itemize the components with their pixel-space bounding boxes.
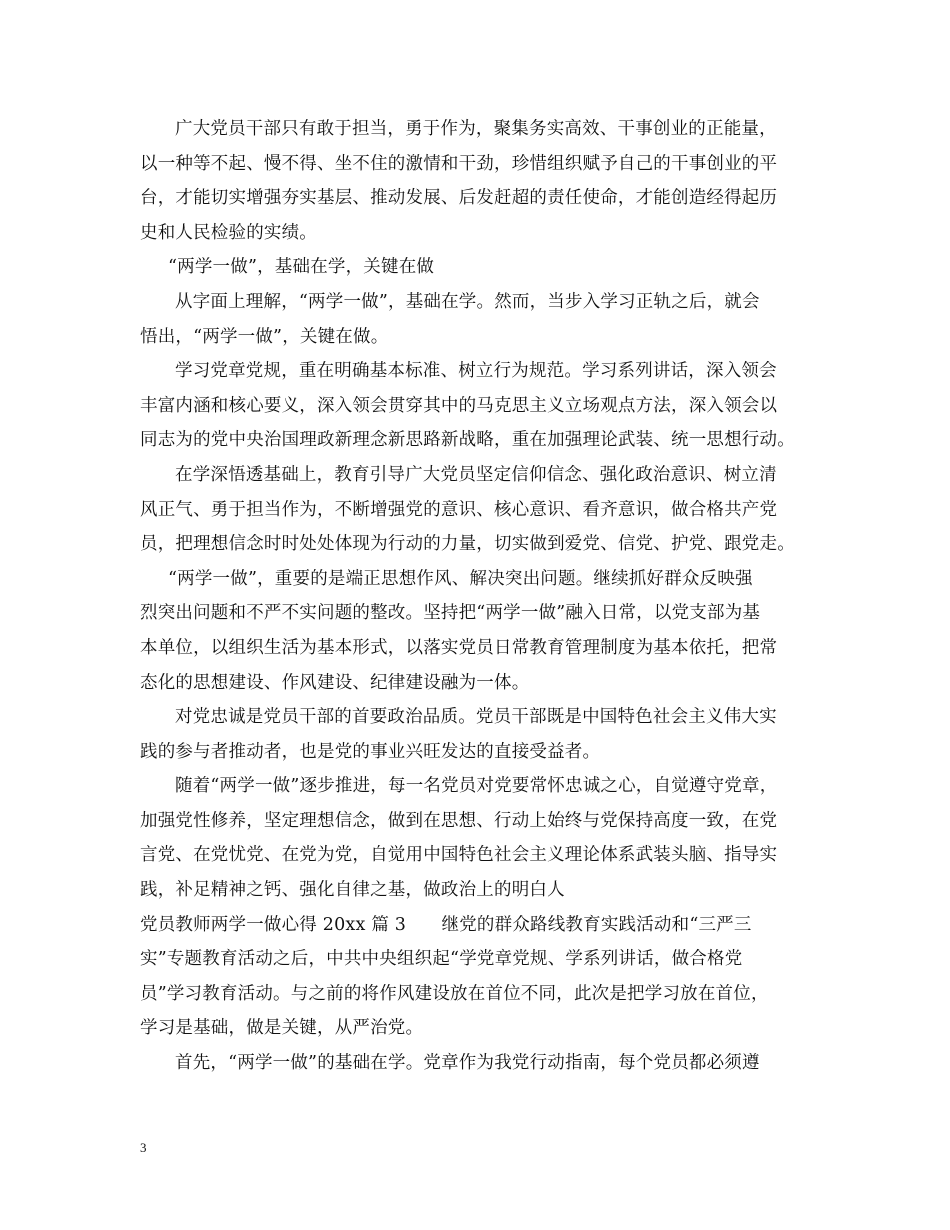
text-line: 台，才能切实增强夯实基层、推动发展、后发赶超的责任使命，才能创造经得起历 xyxy=(140,188,778,209)
text-line: 员，把理想信念时时处处体现为行动的力量，切实做到爱党、信党、护党、跟党走。 xyxy=(140,534,795,555)
text-line: 学习是基础，做是关键，从严治党。 xyxy=(140,1018,424,1039)
text-line: 践的参与者推动者，也是党的事业兴旺发达的直接受益者。 xyxy=(140,741,601,762)
text-line: 加强党性修养，坚定理想信念，做到在思想、行动上始终与党保持高度一致，在党 xyxy=(140,810,778,831)
text-line: 烈突出问题和不严不实问题的整改。坚持把“两学一做”融入日常，以党支部为基 xyxy=(140,603,761,624)
text-line: 从字面上理解，“两学一做”，基础在学。然而，当步入学习正轨之后，就会 xyxy=(175,291,760,312)
text-line: 实”专题教育活动之后，中共中央组织起“学党章党规、学系列讲话，做合格党 xyxy=(140,949,743,970)
page-number: 3 xyxy=(140,1140,147,1155)
text-line: 态化的思想建设、作风建设、纪律建设融为一体。 xyxy=(140,672,530,693)
text-line: 对党忠诚是党员干部的首要政治品质。党员干部既是中国特色社会主义伟大实 xyxy=(175,707,777,728)
text-line: 悟出，“两学一做”，关键在做。 xyxy=(140,326,389,347)
text-line: 言党、在党忧党、在党为党，自觉用中国特色社会主义理论体系武装头脑、指导实 xyxy=(140,845,778,866)
text-line: 风正气、勇于担当作为，不断增强党的意识、核心意识、看齐意识，做合格共产党 xyxy=(140,499,778,520)
text-line: 员”学习教育活动。与之前的将作风建设放在首位不同，此次是把学习放在首位， xyxy=(140,983,769,1004)
text-line: 以一种等不起、慢不得、坐不住的激情和干劲，珍惜组织赋予自己的干事创业的平 xyxy=(140,153,778,174)
text-line: 首先，“两学一做”的基础在学。党章作为我党行动指南，每个党员都必须遵 xyxy=(175,1053,760,1074)
text-line: “两学一做”，重要的是端正思想作风、解决突出问题。继续抓好群众反映强 xyxy=(168,568,753,589)
text-line: 同志为的党中央治国理政新理念新思路新战略，重在加强理论武装、统一思想行动。 xyxy=(140,430,795,451)
text-line: 党员教师两学一做心得 20xx 篇 3 继党的群众路线教育实践活动和“三严三 xyxy=(140,914,752,935)
text-line: 丰富内涵和核心要义，深入领会贯穿其中的马克思主义立场观点方法，深入领会以 xyxy=(140,395,778,416)
text-line: 学习党章党规，重在明确基本标准、树立行为规范。学习系列讲话，深入领会 xyxy=(175,361,777,382)
document-body xyxy=(140,112,820,1081)
text-line: 随着“两学一做”逐步推进，每一名党员对党要常怀忠诚之心，自觉遵守党章， xyxy=(175,776,778,797)
text-line: 在学深悟透基础上，教育引导广大党员坚定信仰信念、强化政治意识、树立清 xyxy=(175,464,777,485)
text-line: 广大党员干部只有敢于担当，勇于作为，聚集务实高效、干事创业的正能量， xyxy=(175,119,777,139)
text-line: 本单位，以组织生活为基本形式，以落实党员日常教育管理制度为基本依托，把常 xyxy=(140,637,778,658)
text-line: 践，补足精神之钙、强化自律之基，做政治上的明白人 xyxy=(140,880,565,901)
text-line: “两学一做”，基础在学，关键在做 xyxy=(168,257,435,278)
text-line: 史和人民检验的实绩。 xyxy=(140,222,317,243)
